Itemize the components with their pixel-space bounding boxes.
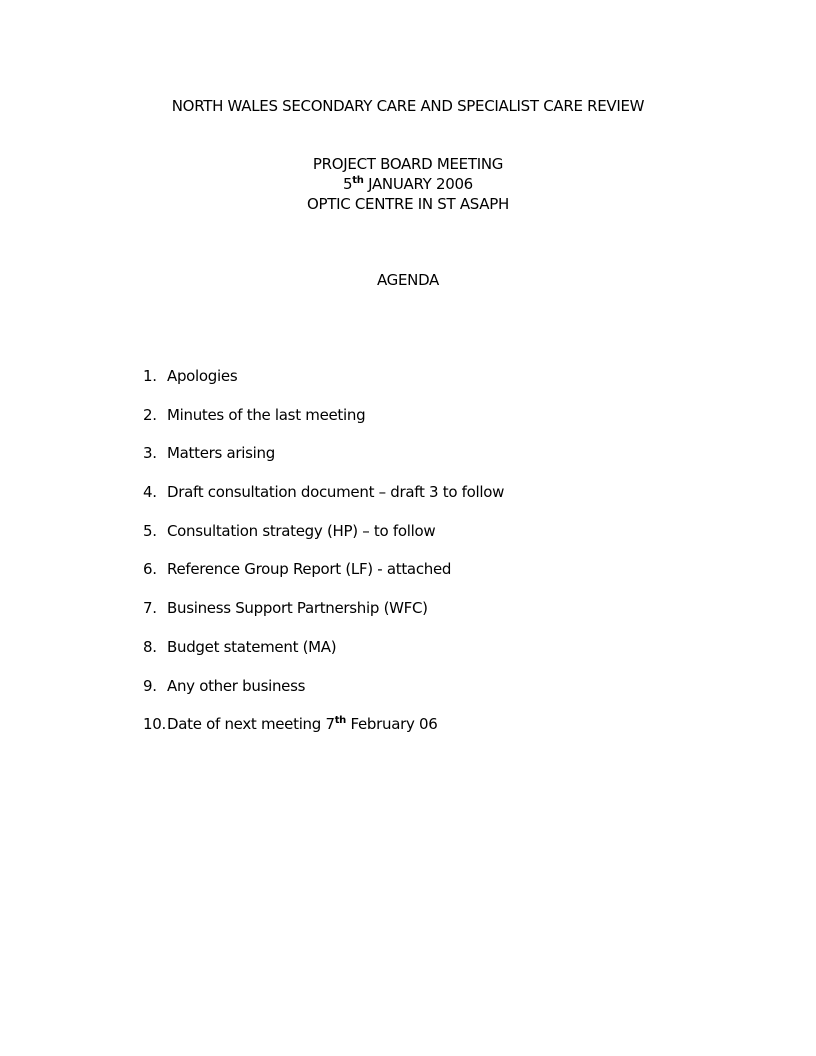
agenda-item-text: Business Support Partnership (WFC) [167, 599, 428, 618]
meeting-details [0, 154, 816, 214]
meeting-name: PROJECT BOARD MEETING [312, 155, 504, 173]
meeting-venue: OPTIC CENTRE IN ST ASAPH [307, 195, 509, 213]
agenda-item-text: Matters arising [167, 444, 275, 463]
agenda-item-text [167, 714, 438, 734]
agenda-item-number: 10. [143, 715, 166, 734]
agenda-item-number: 3. [143, 444, 157, 463]
agenda-item [0, 714, 816, 753]
agenda-item-text: Minutes of the last meeting [167, 405, 366, 424]
agenda-item [0, 559, 816, 598]
agenda-item-text: Apologies [167, 367, 238, 385]
agenda-list [0, 366, 816, 753]
agenda-item [0, 676, 816, 715]
agenda-item-number: 6. [143, 560, 157, 579]
agenda-item-text: Consultation strategy (HP) – to follow [167, 521, 436, 540]
agenda-item-text: Reference Group Report (LF) - attached [167, 560, 452, 579]
agenda-heading: AGENDA [376, 271, 440, 289]
agenda-item-text: Any other business [167, 676, 306, 695]
agenda-item [0, 482, 816, 521]
meeting-date [0, 174, 816, 194]
next-meeting-date-suffix: th [334, 715, 347, 727]
meeting-date-rest: JANUARY 2006 [363, 175, 473, 193]
agenda-item-number: 4. [143, 483, 157, 502]
next-meeting-month: February 06 [346, 715, 438, 734]
agenda-item-text: Budget statement (MA) [167, 637, 337, 656]
agenda-item-number: 9. [143, 676, 157, 695]
agenda-item-text: Draft consultation document – draft 3 to follow [167, 483, 505, 502]
agenda-item-number: 8. [143, 637, 157, 656]
agenda-item [0, 521, 816, 560]
agenda-item-number: 2. [143, 405, 157, 424]
next-meeting-text: Date of next meeting 7 [167, 715, 335, 734]
agenda-item-number: 7. [143, 599, 157, 618]
agenda-item [0, 637, 816, 676]
document-title: NORTH WALES SECONDARY CARE AND SPECIALIST CARE REVIEW [171, 97, 645, 115]
meeting-date-day: 5 [343, 175, 353, 193]
agenda-item [0, 405, 816, 444]
agenda-item-number: 5. [143, 521, 157, 540]
agenda-item [0, 598, 816, 637]
agenda-item [0, 366, 816, 405]
agenda-item [0, 443, 816, 482]
meeting-date-suffix: th [352, 175, 364, 186]
agenda-item-number: 1. [143, 367, 157, 385]
